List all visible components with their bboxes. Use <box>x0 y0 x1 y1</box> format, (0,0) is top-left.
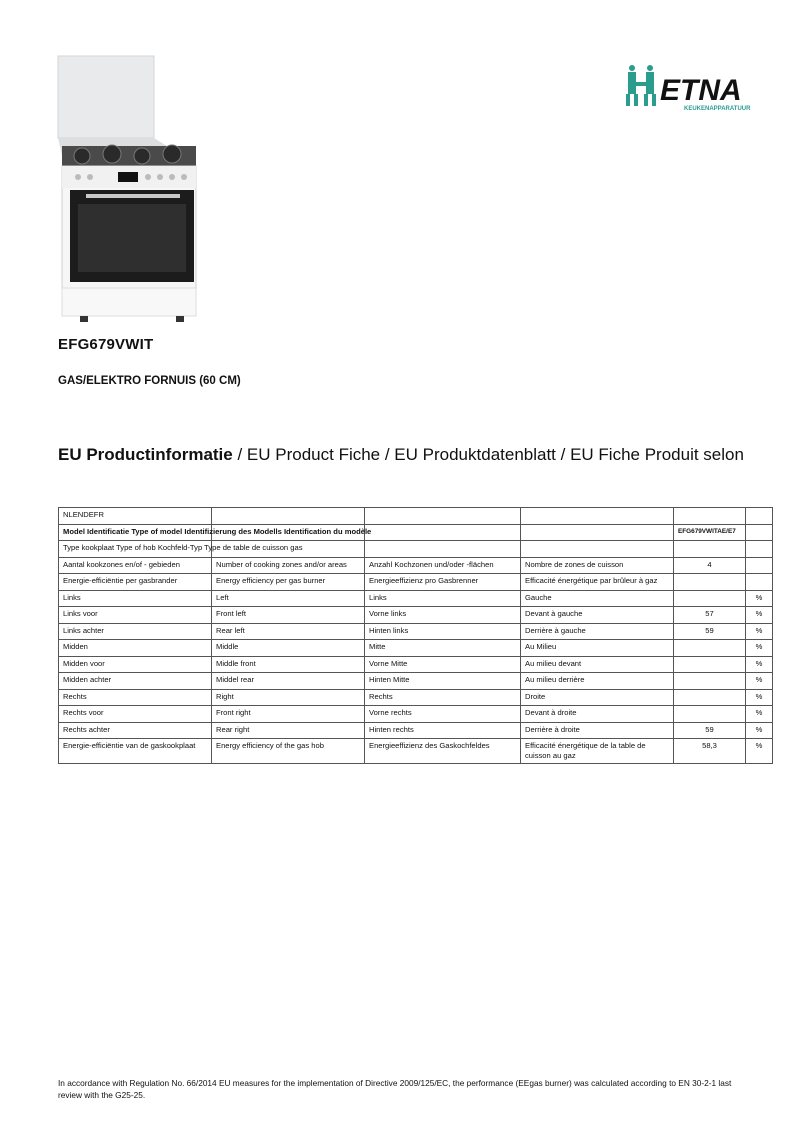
table-row: Links achter Rear left Hinten links Derrière à gauche 59 % <box>59 623 773 640</box>
table-row: Links voor Front left Vorne links Devant à gauche 57 % <box>59 607 773 624</box>
hob-type-label: Type kookplaat Type of hob Kochfeld-Typ Type de table de cuisson gas <box>59 541 212 558</box>
zones-de: Anzahl Kochzonen und/oder -flächen <box>365 557 521 574</box>
table-row: Links Left Links Gauche % <box>59 590 773 607</box>
product-image <box>56 56 202 331</box>
table-row-languages <box>59 508 773 525</box>
hob-eff-fr: Efficacité énergétique de la table de cuisson au gaz <box>521 739 674 764</box>
zones-value: 4 <box>674 557 746 574</box>
product-description: GAS/ELEKTRO FORNUIS (60 CM) <box>58 375 241 387</box>
table-row: Midden achter Middel rear Hinten Mitte Au milieu derrière % <box>59 673 773 690</box>
hob-eff-nl: Energie-efficiëntie van de gaskookplaat <box>59 739 212 764</box>
fiche-heading-bold: EU Productinformatie <box>58 445 233 464</box>
hob-eff-value: 58,3 <box>674 739 746 764</box>
hob-eff-en: Energy efficiency of the gas hob <box>212 739 365 764</box>
table-row: Rechts Right Rechts Droite % <box>59 689 773 706</box>
table-row-hob-type <box>59 541 773 558</box>
languages-cell: NLENDEFR <box>59 508 212 525</box>
etna-logo <box>624 64 751 112</box>
hob-eff-unit: % <box>746 739 773 764</box>
eff-header-en: Energy efficiency per gas burner <box>212 574 365 591</box>
zones-fr: Nombre de zones de cuisson <box>521 557 674 574</box>
zones-nl: Aantal kookzones en/of - gebieden <box>59 557 212 574</box>
zones-en: Number of cooking zones and/or areas <box>212 557 365 574</box>
fiche-heading-rest: / EU Product Fiche / EU Produktdatenblatt / EU Fiche Produit selon <box>232 445 744 464</box>
model-number: EFG679VWIT <box>58 336 154 353</box>
logo-text: ETNA <box>660 74 742 107</box>
product-fiche-table <box>58 507 773 764</box>
logo-subtext: KEUKENAPPARATUUR <box>684 106 751 112</box>
model-identification-label: Model Identificatie Type of model Identifizierung des Modells Identification du modèle <box>59 524 212 541</box>
regulation-footnote: In accordance with Regulation No. 66/2014 EU measures for the implementation of Directive 2009/125/EC, the performance (EEgas burner) was calculated according to EN 30-2-1 last review with the G25-25. <box>58 1078 732 1100</box>
table-row: Rechts voor Front right Vorne rechts Devant à droite % <box>59 706 773 723</box>
table-row-hob-efficiency <box>59 739 773 764</box>
table-row-zones <box>59 557 773 574</box>
eff-header-de: Energieeffizienz pro Gasbrenner <box>365 574 521 591</box>
model-identification-value: EFG679VWITAE/E7 <box>674 524 746 541</box>
table-row-efficiency-header <box>59 574 773 591</box>
table-row: Midden voor Middle front Vorne Mitte Au milieu devant % <box>59 656 773 673</box>
table-row: Rechts achter Rear right Hinten rechts Derrière à droite 59 % <box>59 722 773 739</box>
eff-header-nl: Energie-efficiëntie per gasbrander <box>59 574 212 591</box>
table-row-model <box>59 524 773 541</box>
hob-eff-de: Energieeffizienz des Gaskochfeldes <box>365 739 521 764</box>
fiche-heading <box>58 445 744 465</box>
eff-header-fr: Efficacité énergétique par brûleur à gaz <box>521 574 674 591</box>
table-row: Midden Middle Mitte Au Milieu % <box>59 640 773 657</box>
